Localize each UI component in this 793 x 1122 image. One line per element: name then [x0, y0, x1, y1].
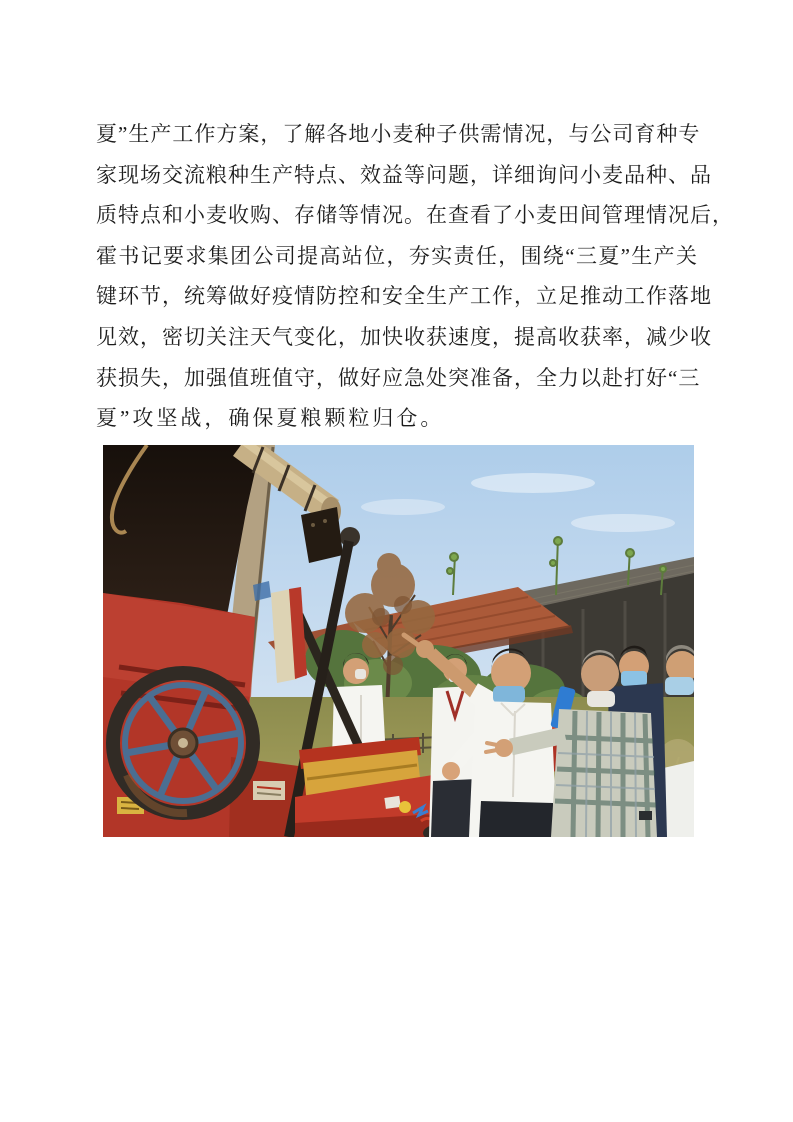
article-photo	[103, 445, 694, 837]
paragraph-line: 夏”攻坚战，确保夏粮颗粒归仓。	[96, 406, 445, 431]
paragraph-line: 夏”生产工作方案，了解各地小麦种子供需情况，与公司育种专	[96, 122, 701, 146]
article-paragraph	[96, 114, 734, 439]
paragraph-line: 键环节，统筹做好疫情防控和安全生产工作，立足推动工作落地	[96, 284, 712, 309]
paragraph-line: 质特点和小麦收购、存储等情况。在查看了小麦田间管理情况后，	[96, 203, 734, 228]
paragraph-line: 见效，密切关注天气变化，加快收获速度，提高收获率，减少收	[96, 324, 712, 349]
paragraph-line: 获损失，加强值班值守，做好应急处突准备，全力以赴打好“三	[96, 365, 701, 390]
paragraph-line: 霍书记要求集团公司提高站位，夯实责任，围绕“三夏”生产关	[96, 243, 698, 268]
paragraph-line: 家现场交流粮种生产特点、效益等问题，详细询问小麦品种、品	[96, 162, 712, 187]
